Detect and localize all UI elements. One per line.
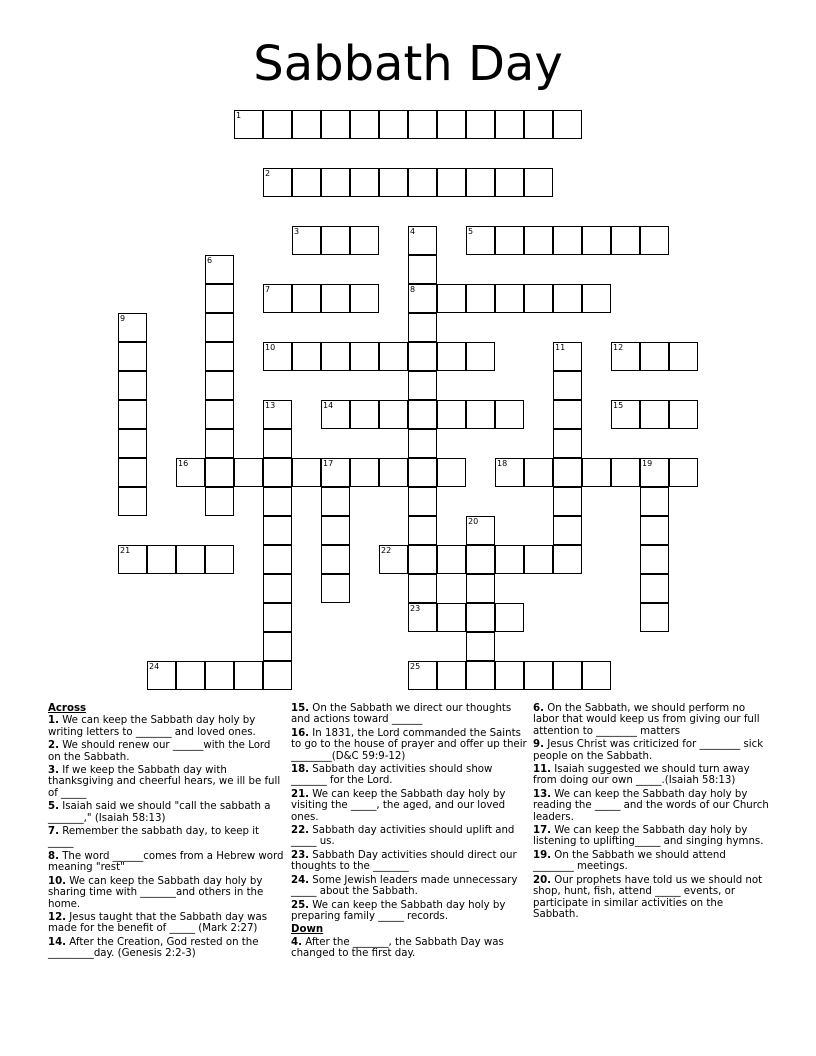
grid-cell[interactable] (553, 661, 582, 690)
clue-text: Sabbath Day activities should direct our thoughts to the _______ (291, 849, 517, 873)
cell-number: 24 (149, 662, 160, 671)
clue-item (291, 850, 527, 873)
grid-cell[interactable] (553, 400, 582, 429)
grid-cell[interactable] (292, 168, 321, 197)
clue-text: If we keep the Sabbath day with thanksgiving and cheerful hears, we ill be full of _____ (48, 765, 281, 799)
clue-number: 9. (533, 739, 544, 751)
cell-number: 14 (323, 401, 334, 410)
grid-cell[interactable] (408, 574, 437, 603)
grid-cell[interactable] (321, 574, 350, 603)
grid-cell[interactable] (495, 661, 524, 690)
grid-cell[interactable] (437, 603, 466, 632)
grid-cell[interactable] (205, 342, 234, 371)
cell-number: 12 (613, 343, 624, 352)
grid-cell[interactable] (495, 545, 524, 574)
clue-number: 22. (291, 825, 310, 837)
grid-cell[interactable] (640, 400, 669, 429)
cell-number: 22 (381, 546, 392, 555)
grid-cell[interactable] (495, 458, 524, 487)
grid-cell[interactable] (611, 226, 640, 255)
clue-item (291, 728, 527, 762)
clue-column-3 (533, 703, 769, 922)
clue-item (48, 765, 284, 799)
down-heading: Down (291, 924, 324, 936)
clue-item (291, 937, 527, 960)
grid-cell[interactable] (437, 661, 466, 690)
clue-number: 1. (48, 715, 59, 727)
cell-number: 5 (468, 227, 474, 236)
grid-cell[interactable] (321, 110, 350, 139)
clue-number: 12. (48, 911, 67, 923)
cell-number: 4 (410, 227, 416, 236)
grid-cell[interactable] (263, 342, 292, 371)
clue-text: We can keep the Sabbath day holy by visiting the _____, the aged, and our loved ones. (291, 788, 506, 823)
clue-item (533, 703, 769, 737)
clue-item (48, 876, 284, 910)
grid-cell[interactable] (466, 168, 495, 197)
grid-cell[interactable] (147, 545, 176, 574)
clue-item (533, 764, 769, 787)
grid-cell[interactable] (176, 661, 205, 690)
grid-cell[interactable] (292, 284, 321, 313)
clue-text: In 1831, the Lord commanded the Saints to go to the house of prayer and offer up their ________(D&C 59:9-12) (291, 727, 527, 762)
grid-cell[interactable] (292, 226, 321, 255)
grid-cell[interactable] (553, 284, 582, 313)
clue-item (48, 937, 284, 960)
clue-item (291, 789, 527, 823)
grid-cell[interactable] (408, 371, 437, 400)
grid-cell[interactable] (292, 342, 321, 371)
grid-cell[interactable] (292, 110, 321, 139)
grid-cell[interactable] (640, 226, 669, 255)
grid-cell[interactable] (466, 661, 495, 690)
clue-text: After the _______, the Sabbath Day was changed to the first day. (291, 936, 504, 960)
clue-item (48, 715, 284, 738)
grid-cell[interactable] (234, 110, 263, 139)
grid-cell[interactable] (234, 458, 263, 487)
grid-cell[interactable] (553, 487, 582, 516)
clue-number: 23. (291, 849, 310, 861)
clue-text: Isaiah said we should "call the sabbath a _______," (Isaiah 58:13) (48, 801, 271, 824)
grid-cell[interactable] (350, 458, 379, 487)
cell-number: 23 (410, 604, 421, 613)
clue-item (291, 703, 527, 726)
grid-cell[interactable] (408, 313, 437, 342)
clue-item (48, 801, 284, 824)
grid-cell[interactable] (524, 661, 553, 690)
cell-number: 21 (120, 546, 131, 555)
clue-number: 7. (48, 826, 59, 838)
cell-number: 3 (294, 227, 300, 236)
grid-cell[interactable] (553, 545, 582, 574)
clue-text: After the Creation, God rested on the _________day. (Genesis 2:2-3) (48, 936, 259, 960)
grid-cell[interactable] (466, 632, 495, 661)
clue-number: 11. (533, 764, 552, 776)
grid-cell[interactable] (582, 458, 611, 487)
clue-number: 8. (48, 850, 59, 862)
grid-cell[interactable] (408, 458, 437, 487)
grid-cell[interactable] (553, 516, 582, 545)
cell-number: 15 (613, 401, 624, 410)
grid-cell[interactable] (524, 284, 553, 313)
grid-cell[interactable] (408, 661, 437, 690)
grid-cell[interactable] (524, 168, 553, 197)
clue-text: The word ______comes from a Hebrew word meaning "rest" (48, 850, 284, 874)
grid-cell[interactable] (495, 168, 524, 197)
grid-cell[interactable] (263, 400, 292, 429)
grid-cell[interactable] (205, 255, 234, 284)
clue-item (48, 912, 284, 935)
grid-cell[interactable] (408, 226, 437, 255)
page-title: Sabbath Day (253, 36, 563, 92)
grid-cell[interactable] (553, 226, 582, 255)
grid-cell[interactable] (350, 168, 379, 197)
grid-cell[interactable] (524, 226, 553, 255)
grid-cell[interactable] (553, 110, 582, 139)
cell-number: 1 (236, 111, 242, 120)
grid-cell[interactable] (495, 603, 524, 632)
grid-cell[interactable] (640, 516, 669, 545)
grid-cell[interactable] (205, 371, 234, 400)
clue-number: 21. (291, 788, 310, 800)
clue-number: 16. (291, 727, 310, 739)
grid-cell[interactable] (466, 574, 495, 603)
clue-number: 19. (533, 849, 552, 861)
grid-cell[interactable] (495, 284, 524, 313)
grid-cell[interactable] (524, 545, 553, 574)
cell-number: 19 (642, 459, 653, 468)
grid-cell[interactable] (553, 429, 582, 458)
grid-cell[interactable] (321, 284, 350, 313)
grid-cell[interactable] (437, 342, 466, 371)
grid-cell[interactable] (118, 429, 147, 458)
clue-item (291, 764, 527, 787)
grid-cell[interactable] (408, 110, 437, 139)
grid-cell[interactable] (640, 458, 669, 487)
grid-cell[interactable] (582, 284, 611, 313)
clue-item (291, 825, 527, 848)
grid-cell[interactable] (437, 545, 466, 574)
clue-text: We can keep the Sabbath day holy by reading the _____ and the words of our Church leaders. (533, 788, 769, 823)
grid-cell[interactable] (408, 516, 437, 545)
grid-cell[interactable] (321, 458, 350, 487)
clue-text: We can keep the Sabbath day holy by writing letters to _______ and loved ones. (48, 715, 256, 738)
grid-cell[interactable] (437, 458, 466, 487)
grid-cell[interactable] (118, 400, 147, 429)
grid-cell[interactable] (379, 545, 408, 574)
cell-number: 9 (120, 314, 126, 323)
clue-text: We can keep the Sabbath day holy by preparing family _____ records. (291, 899, 506, 922)
grid-cell[interactable] (292, 458, 321, 487)
grid-cell[interactable] (582, 226, 611, 255)
grid-cell[interactable] (205, 313, 234, 342)
clue-text: We can keep the Sabbath day holy by listening to uplifting_____ and singing hymns. (533, 825, 764, 848)
grid-cell[interactable] (321, 487, 350, 516)
grid-cell[interactable] (205, 458, 234, 487)
grid-cell[interactable] (524, 110, 553, 139)
cell-number: 25 (410, 662, 421, 671)
grid-cell[interactable] (350, 110, 379, 139)
clue-item (48, 826, 284, 849)
grid-cell[interactable] (379, 168, 408, 197)
grid-cell[interactable] (466, 342, 495, 371)
grid-cell[interactable] (321, 168, 350, 197)
clue-number: 10. (48, 875, 67, 887)
grid-cell[interactable] (176, 545, 205, 574)
grid-cell[interactable] (669, 342, 698, 371)
grid-cell[interactable] (263, 487, 292, 516)
grid-cell[interactable] (524, 458, 553, 487)
grid-cell[interactable] (408, 168, 437, 197)
grid-cell[interactable] (640, 603, 669, 632)
clue-item (291, 900, 527, 923)
clue-number: 20. (533, 874, 552, 886)
clue-text: Remember the sabbath day, to keep it _____ (48, 826, 260, 849)
grid-cell[interactable] (553, 458, 582, 487)
cell-number: 7 (265, 285, 271, 294)
grid-cell[interactable] (611, 400, 640, 429)
grid-cell[interactable] (466, 516, 495, 545)
grid-cell[interactable] (466, 284, 495, 313)
clue-number: 15. (291, 703, 310, 714)
grid-cell[interactable] (263, 545, 292, 574)
clue-text: Isaiah suggested we should turn away from doing our own _____.(Isaiah 58:13) (533, 764, 750, 787)
clue-text: On the Sabbath, we should perform no labor that would keep us from giving our full attention to ________ matters (533, 703, 760, 737)
grid-cell[interactable] (205, 487, 234, 516)
clue-text: We should renew our ______with the Lord on the Sabbath. (48, 740, 271, 763)
grid-cell[interactable] (466, 603, 495, 632)
clue-item (533, 739, 769, 762)
clue-number: 25. (291, 899, 310, 911)
grid-cell[interactable] (118, 371, 147, 400)
grid-cell[interactable] (321, 400, 350, 429)
clue-number: 18. (291, 764, 310, 776)
grid-cell[interactable] (582, 661, 611, 690)
grid-cell[interactable] (408, 487, 437, 516)
clue-text: On the Sabbath we should attend ________ meetings. (533, 849, 726, 873)
cell-number: 20 (468, 517, 479, 526)
grid-cell[interactable] (263, 284, 292, 313)
grid-cell[interactable] (466, 545, 495, 574)
cell-number: 8 (410, 285, 416, 294)
grid-cell[interactable] (263, 574, 292, 603)
grid-cell[interactable] (553, 371, 582, 400)
cell-number: 17 (323, 459, 334, 468)
clue-number: 4. (291, 936, 302, 948)
clue-text: We can keep the Sabbath day holy by sharing time with _______and others in the home. (48, 875, 264, 910)
clue-text: Sabbath day activities should uplift and _____ us. (291, 825, 515, 848)
clue-item (533, 875, 769, 921)
clue-number: 17. (533, 825, 552, 837)
clue-number: 14. (48, 936, 67, 948)
grid-cell[interactable] (321, 342, 350, 371)
grid-cell[interactable] (437, 400, 466, 429)
grid-cell[interactable] (640, 487, 669, 516)
clue-text: Our prophets have told us we should not shop, hunt, fish, attend _____ events, or participate in similar activities on the Sabbath. (533, 874, 763, 920)
grid-cell[interactable] (263, 603, 292, 632)
clue-text: Jesus Christ was criticized for ________ sick people on the Sabbath. (533, 739, 764, 762)
grid-cell[interactable] (350, 400, 379, 429)
grid-cell[interactable] (640, 342, 669, 371)
grid-cell[interactable] (495, 110, 524, 139)
grid-cell[interactable] (263, 429, 292, 458)
grid-cell[interactable] (408, 400, 437, 429)
clue-item (533, 825, 769, 848)
grid-cell[interactable] (350, 284, 379, 313)
across-heading: Across (48, 703, 87, 714)
grid-cell[interactable] (408, 342, 437, 371)
clue-number: 13. (533, 788, 552, 800)
clue-number: 5. (48, 801, 59, 813)
grid-cell[interactable] (408, 545, 437, 574)
grid-cell[interactable] (611, 458, 640, 487)
clue-column-1 (48, 703, 284, 962)
grid-cell[interactable] (147, 661, 176, 690)
grid-cell[interactable] (118, 487, 147, 516)
grid-cell[interactable] (263, 516, 292, 545)
grid-cell[interactable] (350, 226, 379, 255)
grid-cell[interactable] (205, 429, 234, 458)
cell-number: 6 (207, 256, 213, 265)
grid-cell[interactable] (263, 168, 292, 197)
cell-number: 11 (555, 343, 566, 352)
grid-cell[interactable] (669, 400, 698, 429)
grid-cell[interactable] (669, 458, 698, 487)
grid-cell[interactable] (466, 226, 495, 255)
grid-cell[interactable] (466, 400, 495, 429)
grid-cell[interactable] (379, 458, 408, 487)
grid-cell[interactable] (263, 661, 292, 690)
clue-number: 2. (48, 740, 59, 752)
clue-item (291, 875, 527, 898)
grid-cell[interactable] (263, 458, 292, 487)
grid-cell[interactable] (205, 661, 234, 690)
grid-cell[interactable] (379, 110, 408, 139)
clue-text: Some Jewish leaders made unnecessary _____ about the Sabbath. (291, 874, 518, 898)
grid-cell[interactable] (437, 168, 466, 197)
grid-cell[interactable] (611, 342, 640, 371)
grid-cell[interactable] (205, 400, 234, 429)
clue-number: 3. (48, 765, 59, 777)
grid-cell[interactable] (466, 110, 495, 139)
clue-text: Sabbath day activities should show _______ for the Lord. (291, 764, 493, 787)
clue-text: Jesus taught that the Sabbath day was made for the benefit of _____ (Mark 2:27) (48, 911, 268, 935)
clue-item (48, 851, 284, 874)
grid-cell[interactable] (118, 545, 147, 574)
grid-cell[interactable] (437, 284, 466, 313)
grid-cell[interactable] (321, 516, 350, 545)
grid-cell[interactable] (408, 603, 437, 632)
grid-cell[interactable] (176, 458, 205, 487)
grid-cell[interactable] (350, 342, 379, 371)
clue-item (48, 740, 284, 763)
clue-item (533, 789, 769, 823)
grid-cell[interactable] (234, 661, 263, 690)
cell-number: 13 (265, 401, 276, 410)
grid-cell[interactable] (640, 545, 669, 574)
grid-cell[interactable] (379, 400, 408, 429)
grid-cell[interactable] (205, 284, 234, 313)
clue-item (533, 850, 769, 873)
clue-number: 6. (533, 703, 544, 714)
grid-cell[interactable] (321, 545, 350, 574)
grid-cell[interactable] (379, 342, 408, 371)
grid-cell[interactable] (437, 110, 466, 139)
cell-number: 16 (178, 459, 189, 468)
grid-cell[interactable] (118, 458, 147, 487)
grid-cell[interactable] (408, 255, 437, 284)
grid-cell[interactable] (408, 429, 437, 458)
cell-number: 10 (265, 343, 276, 352)
grid-cell[interactable] (263, 632, 292, 661)
grid-cell[interactable] (495, 226, 524, 255)
grid-cell[interactable] (118, 342, 147, 371)
cell-number: 2 (265, 169, 271, 178)
grid-cell[interactable] (495, 400, 524, 429)
grid-cell[interactable] (205, 545, 234, 574)
clue-number: 24. (291, 874, 310, 886)
grid-cell[interactable] (321, 226, 350, 255)
grid-cell[interactable] (118, 313, 147, 342)
grid-cell[interactable] (263, 110, 292, 139)
clue-column-2 (291, 703, 527, 962)
grid-cell[interactable] (640, 574, 669, 603)
grid-cell[interactable] (408, 284, 437, 313)
cell-number: 18 (497, 459, 508, 468)
grid-cell[interactable] (553, 342, 582, 371)
clue-text: On the Sabbath we direct our thoughts and actions toward ______ (291, 703, 512, 726)
